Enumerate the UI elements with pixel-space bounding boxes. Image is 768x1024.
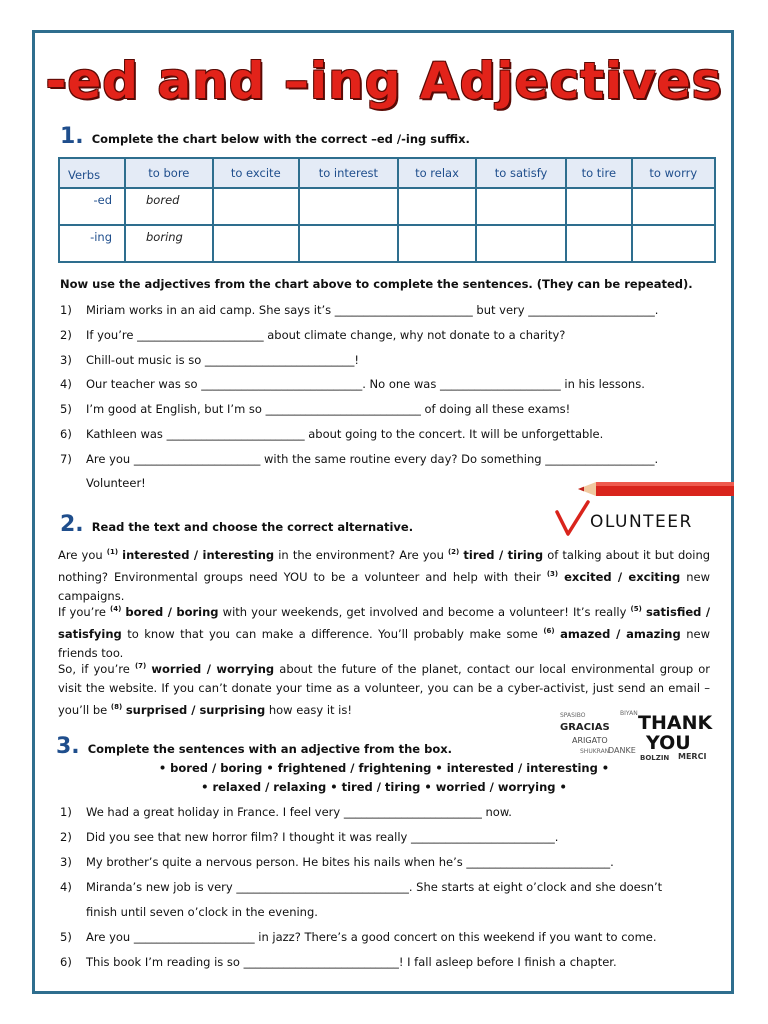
exercise-sentence — [60, 377, 645, 391]
text-run: So, if you’re — [58, 661, 130, 676]
sentence-number: 2) — [60, 830, 72, 844]
chart-header-cell: to interest — [299, 158, 398, 188]
chart-header-cell: to excite — [213, 158, 299, 188]
sentence-text: Chill-out music is so __________________________! — [86, 353, 360, 367]
blank-cell[interactable] — [213, 188, 299, 225]
choice-option[interactable]: amazed / amazing — [560, 626, 681, 641]
text-run: new friends too. — [58, 626, 710, 660]
section3-instruction: Complete the sentences with an adjective from the box. — [87, 742, 453, 756]
sentence-text: Volunteer! — [86, 476, 146, 490]
sentence-text: My brother’s quite a nervous person. He bites his nails when he’s _________________________. — [86, 855, 614, 869]
exercise-sentence — [60, 452, 658, 466]
choice-option[interactable]: bored / boring — [125, 604, 219, 619]
sentence-number: 4) — [60, 880, 72, 894]
cloud-word: GRACIAS — [560, 722, 610, 733]
chart-header-cell: to tire — [566, 158, 632, 188]
sentence-text: Are you ______________________ with the same routine every day? Do something ___________________. — [86, 452, 659, 466]
exercise-sentence — [60, 402, 570, 416]
cloud-word: ARIGATO — [572, 736, 608, 745]
word-box-line-1: • bored / boring • frightened / frightening • interested / interesting • — [158, 761, 610, 775]
pencil-icon — [578, 481, 734, 497]
choice-option[interactable]: surprised / surprising — [125, 702, 266, 717]
sentence-number: 1) — [60, 303, 72, 317]
choice-option[interactable]: worried / worrying — [151, 661, 275, 676]
exercise-sentence — [60, 303, 658, 317]
blank-cell[interactable] — [299, 225, 398, 262]
chart-header-cell: to bore — [125, 158, 213, 188]
page-title: -ed and –ing Adjectives — [45, 52, 723, 110]
sentence-number: 6) — [60, 427, 72, 441]
cloud-word: DANKE — [608, 746, 636, 755]
gap-number: (1) — [106, 548, 119, 556]
text-run: Are you — [58, 547, 103, 562]
blank-cell[interactable] — [398, 188, 476, 225]
exercise-sentence — [60, 930, 657, 944]
choice-option[interactable]: excited / exciting — [564, 569, 681, 584]
example-cell: boring — [125, 225, 213, 262]
example-cell: bored — [125, 188, 213, 225]
cloud-word: MERCI — [678, 752, 707, 761]
row-label: -ing — [59, 225, 125, 262]
choice-option[interactable]: interested / interesting — [122, 547, 275, 562]
gap-number: (6) — [543, 626, 555, 635]
sentence-text: This book I’m reading is so ___________________________! I fall asleep before I finish a chapter. — [86, 955, 617, 969]
sentence-text: If you’re ______________________ about climate change, why not donate to a charity? — [86, 328, 566, 342]
text-run: how easy it is! — [268, 702, 352, 717]
sentence-text: Are you _____________________ in jazz? There’s a good concert on this weekend if you want to come. — [86, 930, 657, 944]
exercise-sentence — [60, 427, 603, 441]
exercise-sentence — [60, 880, 662, 894]
sentence-number: 4) — [60, 377, 72, 391]
section2-heading — [60, 512, 413, 537]
exercise-sentence — [60, 328, 565, 342]
text-run: in the environment? Are you — [278, 547, 444, 562]
sentence-text: Kathleen was ________________________ about going to the concert. It will be unforgettable. — [86, 427, 604, 441]
gap-number: (2) — [447, 548, 460, 556]
section1-heading — [60, 124, 470, 149]
chart-row-ing — [59, 225, 715, 262]
sentence-number: 1) — [60, 805, 72, 819]
volunteer-text: OLUNTEER — [590, 512, 693, 532]
chart-header-row — [59, 158, 715, 188]
reading-paragraph-1 — [58, 543, 710, 606]
sentence-number: 5) — [60, 930, 72, 944]
chart-header-cell: Verbs — [59, 158, 125, 188]
exercise-sentence — [60, 476, 146, 490]
sentence-text: We had a great holiday in France. I feel very ________________________ now. — [86, 805, 512, 819]
blank-cell[interactable] — [632, 225, 715, 262]
section1-instruction2: Now use the adjectives from the chart above to complete the sentences. (They can be repeated). — [60, 277, 693, 291]
sentence-number: 3) — [60, 855, 72, 869]
blank-cell[interactable] — [398, 225, 476, 262]
text-run: If you’re — [58, 604, 106, 619]
chart-header-cell: to worry — [632, 158, 715, 188]
section1-number: 1. — [60, 124, 84, 149]
sentence-text: finish until seven o’clock in the evening. — [86, 905, 318, 919]
gap-number: (4) — [110, 605, 122, 613]
sentence-text: Miriam works in an aid camp. She says it’s ________________________ but very ______________________. — [86, 303, 659, 317]
sentence-text: Miranda’s new job is very ______________________________. She starts at eight o’clock and she doesn’t — [86, 880, 663, 894]
sentence-text: Did you see that new horror film? I thought it was really _________________________. — [86, 830, 559, 844]
section3-number: 3. — [56, 734, 80, 759]
reading-paragraph-2 — [58, 600, 710, 663]
cloud-word: BIYAN — [620, 710, 638, 717]
chart-row-ed — [59, 188, 715, 225]
blank-cell[interactable] — [213, 225, 299, 262]
chart-header-cell: to satisfy — [476, 158, 566, 188]
word-box-line-2: • relaxed / relaxing • tired / tiring • worried / worrying • — [201, 780, 567, 794]
blank-cell[interactable] — [476, 188, 566, 225]
sentence-number: 2) — [60, 328, 72, 342]
sentence-text: Our teacher was so ____________________________. No one was _____________________ in his lessons. — [86, 377, 645, 391]
exercise-sentence — [60, 353, 359, 367]
exercise-sentence — [60, 955, 617, 969]
sentence-number: 3) — [60, 353, 72, 367]
exercise-sentence — [60, 805, 512, 819]
chart-header-cell: to relax — [398, 158, 476, 188]
exercise-sentence — [60, 830, 558, 844]
gap-number: (5) — [630, 605, 642, 613]
gap-number: (8) — [110, 702, 123, 711]
text-run: new campaigns. — [58, 569, 711, 603]
blank-cell[interactable] — [566, 225, 632, 262]
row-label: -ed — [59, 188, 125, 225]
section1-instruction: Complete the chart below with the correct –ed /-ing suffix. — [91, 132, 470, 146]
text-run: to know that you can make a difference. You’ll probably make some — [127, 626, 538, 641]
choice-option[interactable]: satisfied / satisfying — [58, 604, 711, 641]
text-run: with your weekends, get involved and become a volunteer! It’s really — [222, 604, 627, 619]
sentence-number: 7) — [60, 452, 72, 466]
blank-cell[interactable] — [632, 188, 715, 225]
sentence-text: I’m good at English, but I’m so ___________________________ of doing all these exams! — [86, 402, 571, 416]
text-run: of talking about it but doing nothing? Environmental groups need YOU to be a volunteer and help with their — [58, 547, 711, 584]
blank-cell[interactable] — [476, 225, 566, 262]
cloud-word: SHUKRAN — [580, 748, 610, 755]
exercise-sentence — [60, 905, 318, 919]
blank-cell[interactable] — [299, 188, 398, 225]
gap-number: (3) — [546, 569, 559, 578]
choice-option[interactable]: tired / tiring — [463, 547, 544, 562]
sentence-number: 6) — [60, 955, 72, 969]
cloud-word: YOU — [646, 732, 691, 754]
gap-number: (7) — [134, 662, 147, 670]
checkmark-icon — [554, 498, 590, 538]
sentence-number: 5) — [60, 402, 72, 416]
exercise-sentence — [60, 855, 614, 869]
blank-cell[interactable] — [566, 188, 632, 225]
cloud-word: SPASIBO — [560, 712, 586, 719]
text-run: about the future of the planet, contact our local environmental group or visit the website. If you can’t donate your time as a volunteer, you can be a cyber-activist, just send an email –you’ll be — [58, 661, 711, 717]
section3-heading — [56, 734, 452, 759]
cloud-word: THANK — [638, 712, 713, 734]
section2-number: 2. — [60, 512, 84, 537]
volunteer-logo — [554, 498, 726, 538]
section2-instruction: Read the text and choose the correct alternative. — [91, 520, 414, 534]
cloud-word: BOLZIN — [640, 754, 670, 762]
suffix-chart — [58, 157, 716, 263]
